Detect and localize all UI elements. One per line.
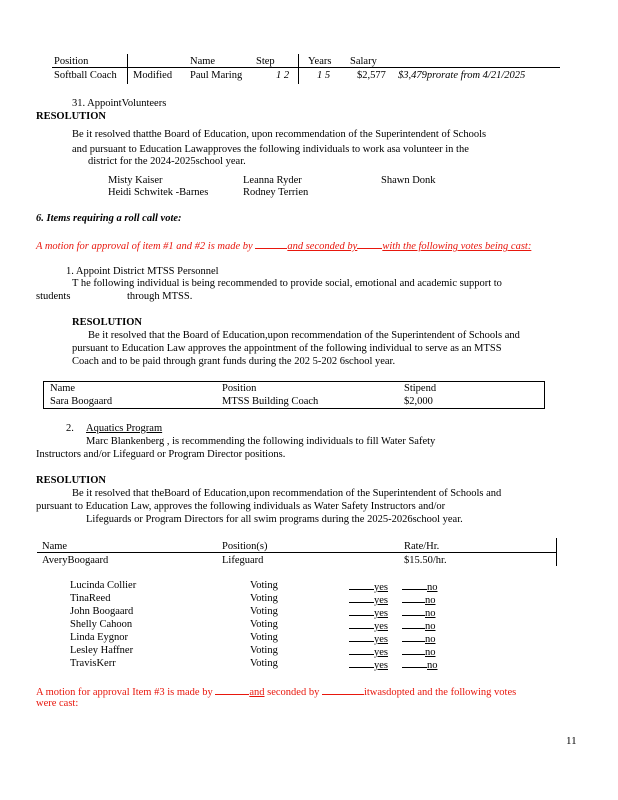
col-header-position: Position (222, 383, 257, 394)
no-blank[interactable]: no (402, 631, 436, 646)
motion-text: and (249, 687, 265, 698)
section-heading: 31. AppointVolunteers (72, 98, 167, 109)
column-divider (298, 54, 299, 84)
voter-name: Lucinda Collier (70, 580, 137, 591)
item-number: 2. (66, 423, 74, 434)
table-rule (37, 552, 557, 553)
resolution-text-line: Be it resolved that the Board of Education,upon recommendation of the Superintendent of Schools and (88, 330, 520, 341)
voter-name: Lesley Haffner (70, 645, 134, 656)
yes-blank[interactable]: yes (349, 605, 388, 620)
item-text-line: Marc Blankenberg , is recommending the following individuals to fill Water Safety (86, 436, 436, 447)
resolution-label: RESOLUTION (36, 111, 107, 122)
voter-name: TinaReed (70, 593, 111, 604)
voter-status: Voting (250, 593, 278, 604)
table-rule (52, 67, 560, 68)
cell-step: 1 2 (276, 70, 290, 81)
col-header-stipend: Stipend (404, 383, 437, 394)
resolution-label: RESOLUTION (36, 475, 107, 486)
voter-name: Shelly Cahoon (70, 619, 133, 630)
resolution-text-line: and pursuant to Education Lawapproves the following individuals to work asa volunteer in the (72, 144, 469, 155)
voter-status: Voting (250, 658, 278, 669)
cell-position: MTSS Building Coach (222, 396, 319, 407)
volunteer-name: Heidi Schwitek -Barnes (108, 187, 209, 198)
col-header-name: Name (190, 56, 216, 67)
cell-level: Modified (133, 70, 173, 81)
resolution-text-line: Lifeguards or Program Directors for all swim programs during the 2025-2026school year. (86, 514, 463, 525)
voter-status: Voting (250, 619, 278, 630)
volunteer-name: Misty Kaiser (108, 175, 163, 186)
voter-name: Linda Eygnor (70, 632, 129, 643)
col-header-name: Name (42, 541, 68, 552)
col-header-position: Position (54, 56, 89, 67)
cell-salary: $2,577 (357, 70, 386, 81)
motion-text: with the following votes being cast: (382, 241, 532, 252)
resolution-text-line: pursuant to Education Law approves the appointment of the following individual to serve as an MTSS (72, 343, 502, 354)
col-header-step: Step (256, 56, 275, 67)
voter-name: John Boogaard (70, 606, 134, 617)
no-blank[interactable]: no (402, 657, 438, 672)
item-text-line: through MTSS. (127, 291, 193, 302)
made-by-blank[interactable] (215, 684, 249, 695)
resolution-text-line: Be it resolved thatthe Board of Education, upon recommendation of the Superintendent of Schools (72, 129, 487, 140)
yes-blank[interactable]: yes (349, 579, 388, 594)
cell-position: Lifeguard (222, 555, 264, 566)
table-border (556, 538, 557, 566)
seconded-by-blank[interactable] (322, 684, 364, 695)
motion-text-line: were cast: (36, 698, 79, 709)
col-header-name: Name (50, 383, 76, 394)
motion-text: seconded by (264, 687, 322, 698)
section-6-heading: 6. Items requiring a roll call vote: (36, 213, 182, 224)
cell-years: 1 5 (317, 70, 331, 81)
volunteer-name: Leanna Ryder (243, 175, 302, 186)
column-divider (127, 54, 128, 84)
resolution-text-line: Be it resolved that theBoard of Education,upon recommendation of the Superintendent of Schools and (72, 488, 502, 499)
col-header-positions: Position(s) (222, 541, 268, 552)
yes-blank[interactable]: yes (349, 644, 388, 659)
no-blank[interactable]: no (402, 644, 436, 659)
resolution-text-line: pursuant to Education Law, approves the following individuals as Water Safety Instructors and/or (36, 501, 446, 512)
seconded-by-blank[interactable] (357, 238, 382, 249)
item-text-line: T he following individual is being recommended to provide social, emotional and academic support to (72, 278, 502, 289)
cell-name: Paul Maring (190, 70, 243, 81)
motion-text: A motion for approval Item #3 is made by (36, 687, 216, 698)
yes-blank[interactable]: yes (349, 657, 388, 672)
no-blank[interactable]: no (402, 605, 436, 620)
col-header-rate: Rate/Hr. (404, 541, 440, 552)
resolution-text-line: Coach and to be paid through grant funds during the 202 5-202 6school year. (72, 356, 396, 367)
yes-blank[interactable]: yes (349, 592, 388, 607)
cell-name: Sara Boogaard (50, 396, 113, 407)
resolution-text-line: district for the 2024-2025school year. (88, 156, 246, 167)
voter-status: Voting (250, 645, 278, 656)
cell-name: AveryBoogaard (42, 555, 109, 566)
voter-name: TravisKerr (70, 658, 116, 669)
item-heading: Aquatics Program (86, 423, 163, 434)
yes-blank[interactable]: yes (349, 618, 388, 633)
cell-rate: $15.50/hr. (404, 555, 447, 566)
cell-prorate-note: $3,479prorate from 4/21/2025 (398, 70, 526, 81)
made-by-blank[interactable] (255, 238, 287, 249)
col-header-salary: Salary (350, 56, 377, 67)
motion-items-1-2 (36, 238, 531, 253)
page-number: 11 (566, 735, 577, 747)
item-text-line: students (36, 291, 71, 302)
no-blank[interactable]: no (402, 592, 436, 607)
no-blank[interactable]: no (402, 579, 438, 594)
motion-text: A motion for approval of item #1 and #2 is made by (36, 241, 256, 252)
motion-item-3 (36, 684, 516, 699)
resolution-label: RESOLUTION (72, 317, 143, 328)
item-text-line: Instructors and/or Lifeguard or Program Director positions. (36, 449, 286, 460)
yes-blank[interactable]: yes (349, 631, 388, 646)
cell-stipend: $2,000 (404, 396, 433, 407)
motion-text: and seconded by (287, 241, 358, 252)
voter-status: Voting (250, 580, 278, 591)
no-blank[interactable]: no (402, 618, 436, 633)
item-heading: 1. Appoint District MTSS Personnel (66, 266, 219, 277)
voter-status: Voting (250, 632, 278, 643)
volunteer-name: Rodney Terrien (243, 187, 309, 198)
cell-position: Softball Coach (54, 70, 117, 81)
motion-text: itwasdopted and the following votes (363, 687, 517, 698)
voter-status: Voting (250, 606, 278, 617)
col-header-years: Years (308, 56, 332, 67)
volunteer-name: Shawn Donk (381, 175, 436, 186)
